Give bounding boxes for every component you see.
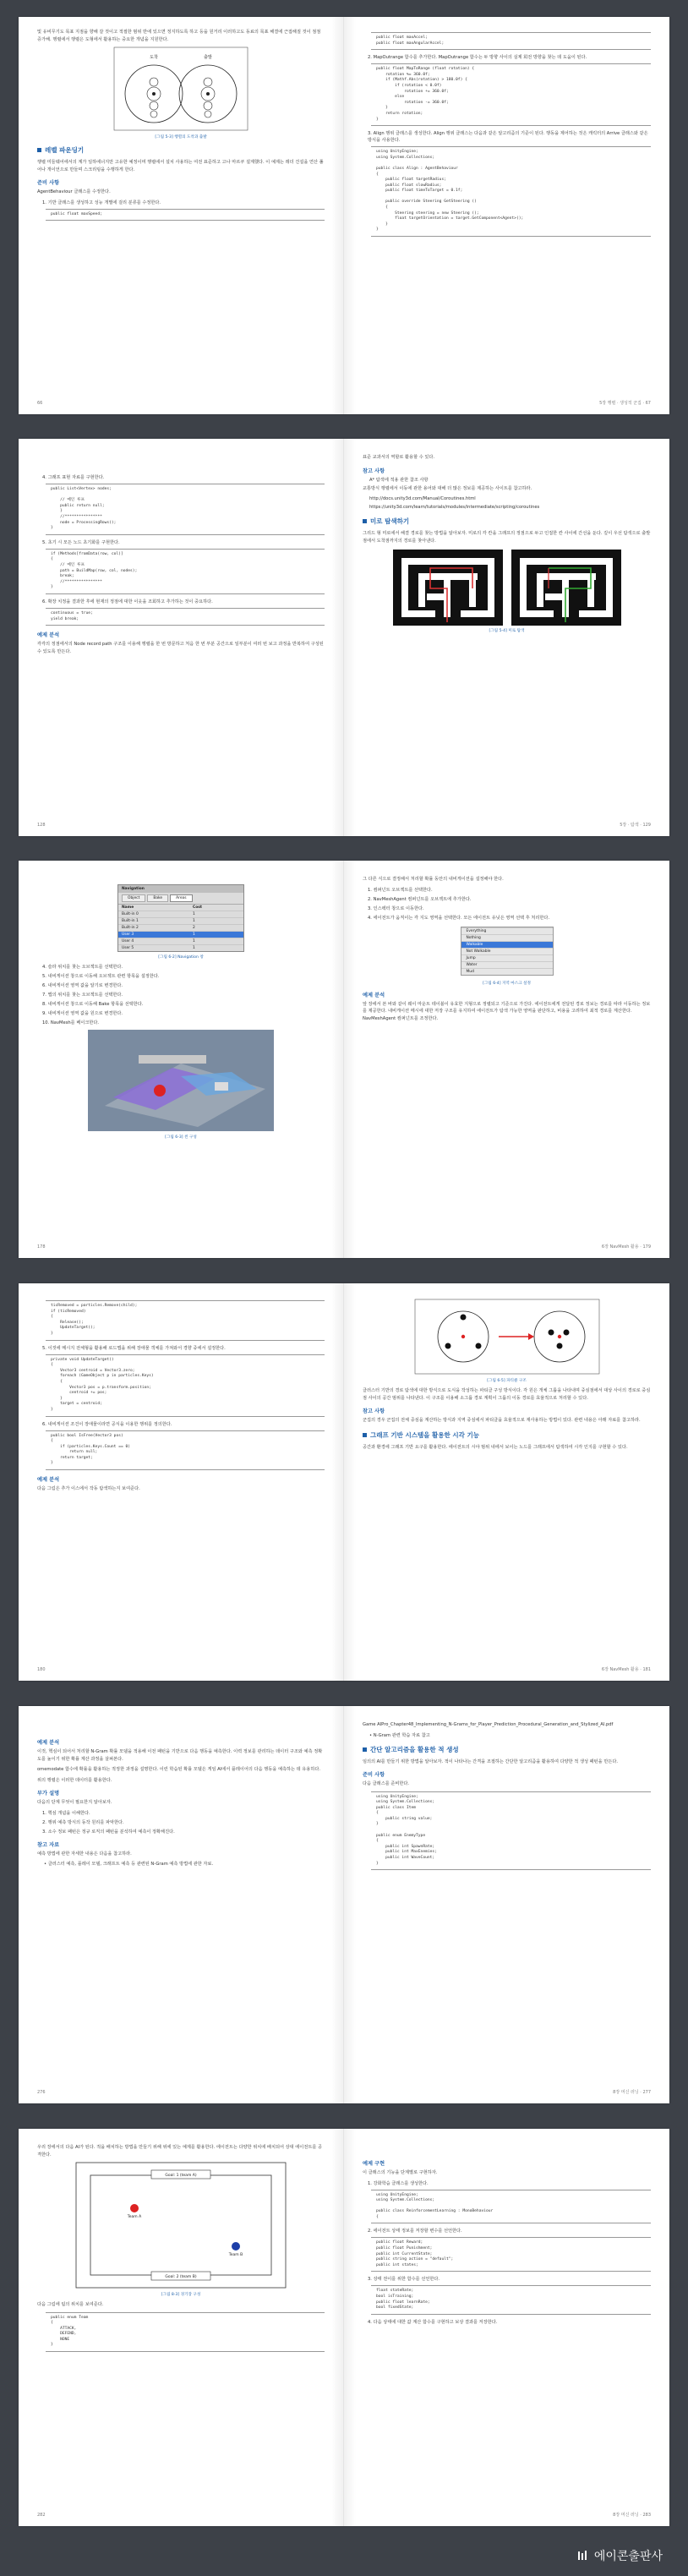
step-1: 1. 핵심 개념을 이해한다.	[42, 1810, 90, 1816]
spread-5	[19, 1706, 669, 2103]
area-cost: 2	[193, 926, 195, 930]
code-block: if (Methods[fromData(row, col)] { // 메인 루프 path = BuildMap(row, col, nodes); break; //**************** }	[46, 549, 325, 594]
panel-rows	[118, 911, 243, 951]
area-cost: 1	[193, 912, 195, 916]
panel-header-row: Name Cost	[122, 905, 202, 910]
step-2: 2. 에이전트 상태 정보를 저장할 변수를 선언한다.	[368, 2229, 462, 2234]
page-283	[344, 2129, 669, 2526]
maze-figures	[363, 550, 651, 626]
area-name: User 5	[122, 946, 134, 950]
area-mask-dropdown[interactable]	[461, 927, 554, 976]
body-paragraph: 다음 그림에 팀의 위치를 보여준다.	[37, 2302, 104, 2307]
step-d: 7. 맵의 위치를 찾는 오브젝트를 선택한다.	[42, 993, 123, 998]
spread-3	[19, 861, 669, 1258]
step-6: 6. 내비게이션 조건이 장애물이라면 공식을 이용한 행위를 정의한다.	[42, 1421, 172, 1427]
subsection-heading: 예제 분석	[37, 1740, 60, 1746]
section-paragraph: 그리드 형 미로에서 해결 경로를 찾는 방법을 알아보자. 미로의 각 칸을 그래프의 정점으로 두고 인접한 칸 사이에 간선을 둔다. 깊이 우선 탐색으로 출발점에서 도착점까지의 경로를 찾아낸다.	[363, 531, 651, 544]
step-2: 2. MapOutrange 함수를 추가한다. MapOutrange 함수는 두 방향 사이의 실제 회전 방향을 찾는 데 도움이 된다.	[368, 55, 587, 61]
code-block: public enum Team { ATTACK, DEFEND, NONE }	[46, 2312, 325, 2353]
body-paragraph: omemodate 함수에 확률을 활용하는 적정한 과정을 설명한다. 이런 학습된 확률 모델은 게임 AI에서 플레이어의 다음 행동을 예측하는 데 유용하다.	[37, 1767, 320, 1772]
code-block: float stateRate; bool isTraining; public float learnRate; bool fixedState;	[371, 2285, 651, 2314]
area-name: User 3	[122, 933, 134, 937]
section-paragraph: 행렬 미들웨어에서의 계가 일하에너지만 고유한 예정이며 행렬에서 설치 사용하는 여전 표준하고 고나 마르쿠 설계했다. 이 예제는 레더 건설을 연산 풀어나 개이언으로 만들며 스크리팅을 수행하게 한다.	[37, 160, 324, 172]
area-cost: 1	[193, 919, 195, 923]
tab-areas[interactable]: Areas	[170, 894, 192, 902]
step-g: 10. NavMesh를 베이크한다.	[42, 1020, 100, 1025]
area-row[interactable]	[118, 938, 243, 944]
bullet-item: • N-Gram 관련 학습 자료 참고	[369, 1732, 430, 1738]
step-5: 5. 이것에 메시지 전체형을 활용해 로드맵을 위해 장애물 객체를 가져와서 경향 중에서 설정한다.	[42, 1345, 226, 1351]
intro-paragraph: 그 다른 식으로 결정해서 처리할 확률 동안의 내비게이션을 설정해야 한다.	[363, 877, 504, 882]
section-paragraph: 임의의 AI를 만들기 위한 방법을 알아보자. 적이 나타나는 간격을 조절하는 간단한 알고리즘을 활용하여 다양한 적 생성 패턴을 만든다.	[363, 1758, 618, 1764]
page-276	[19, 1706, 344, 2103]
publisher-brand	[577, 2547, 663, 2564]
maze-grid-right	[511, 550, 621, 626]
figure-paragraph: 클러스터 기반의 경로 탐색에 대한 방식으로 도식을 작성하는 파티클 구성 방식이다. 각 원은 개체 그룹을 나타내며 중심점에서 대상 사이의 경로로 중심점 사이의 공간 범위를 나타낸다. 이 구조를 이용해 소그룹 경로 계획이 그룹의 이동 경로를 효율적으로 처리할 수 있다.	[363, 1388, 651, 1401]
body-paragraph: 위의 행렬은 이러한 데이터를 활용한다.	[37, 1777, 112, 1783]
page-66	[19, 17, 344, 414]
menu-caption: [그림 6-4] 지역 마스크 설정	[483, 981, 531, 986]
section-heading: 간단 알고리즘을 활용한 적 생성	[363, 1745, 651, 1754]
menu-item[interactable]: Water	[461, 961, 553, 968]
section-heading: 그래프 기반 시스템을 활용한 시각 기능	[363, 1430, 651, 1440]
tab-object[interactable]: Object	[122, 894, 145, 902]
subsection-paragraph: 다음 그림은 추가 이스에서 작동 탐색하는지 보여준다.	[37, 1486, 140, 1492]
heading-square-icon	[363, 519, 367, 523]
subsection-heading: 예제 분석	[363, 992, 385, 998]
intro-paragraph: 및 유비무기도 목표 지점을 향해 갈 것이고 적절한 범위 반에 있으면 정지하도록 하고 등을 원거리 이러하고도 동료의 목표 해결에 근접해질 것이 점점 증가해. 행렬에서 행렬은 도형에서 활용하는 중요한 개념을 지원한다.	[37, 30, 321, 42]
area-row[interactable]	[118, 924, 243, 931]
code-block: public float MapToRange (float rotation) { rotation %= 360.0f; if (Mathf.Abs(rotation) > 180.0f) { if (rotation < 0.0f) rotation += 360.0f; else rotation -= 360.0f; } return rotation; }	[371, 63, 651, 126]
spread-1	[19, 17, 669, 414]
field-caption: [그림 8-3] 경기장 구성	[161, 2293, 201, 2297]
subsection-paragraph: AgentBehaviour 클래스를 수정한다.	[37, 189, 111, 194]
page-282	[19, 2129, 344, 2526]
subsection-heading: 예제 구현	[363, 2161, 385, 2167]
step-1: 1. 컴퍼넌트 오브젝트를 선택한다.	[368, 887, 433, 893]
menu-item[interactable]: Not Walkable	[461, 948, 553, 954]
scene-caption: [그림 6-3] 씬 구성	[165, 1135, 197, 1140]
code-block: public float Reward; public float Punishment; public int CurrentState; public string action = "default"; public int states;	[371, 2237, 651, 2272]
page-number: 66	[37, 401, 43, 406]
spread-6	[19, 2129, 669, 2526]
menu-item[interactable]: Jump	[461, 954, 553, 961]
goal-top-label: Goal: 1 (team A)	[165, 2174, 197, 2178]
area-row[interactable]	[118, 911, 243, 917]
area-row[interactable]	[118, 944, 243, 951]
soccer-field-figure	[75, 2162, 287, 2289]
page-number: 180	[37, 1667, 46, 1672]
step-f: 9. 내비게이션 영역 값을 원으로 변경한다.	[42, 1011, 123, 1016]
subsection-paragraph: 예측 방법에 관한 자세한 내용은 다음을 참고하라.	[37, 1851, 132, 1857]
step-2: 2. 행위 예측 방식의 동작 원리를 파악한다.	[42, 1819, 124, 1825]
panel-tabs	[118, 893, 243, 905]
subsection-paragraph: 다음 클래스를 준비한다.	[363, 1781, 410, 1786]
code-block: ticRemoved = particles.Remove(child); if (ticRemoved) { Release(); UpdateTarget(); }	[46, 1300, 325, 1341]
team-b-label: Team B	[228, 2253, 243, 2257]
step-1: 1. 기반 클래스를 생성하고 성능 개별에 걸리 분류를 수정한다.	[42, 200, 161, 205]
page-number: 276	[37, 2090, 46, 2095]
scene-3d-screenshot	[88, 1030, 274, 1131]
force-diagram-figure	[113, 46, 248, 131]
subsection-heading: 부가 설명	[37, 1791, 60, 1797]
step-4: 4. 에이전트가 움직이는 각 지도 영역을 선택한다. 모든 에이전트 유닛은 영역 선택 후 처리한다.	[368, 915, 550, 921]
area-name: User 4	[122, 939, 134, 943]
page-number: 128	[37, 823, 46, 828]
fig-caption: [그림 5-3] 행렬의 도착과 출발	[155, 135, 207, 139]
page-number: 6장 NavMesh 활용 · 179	[601, 1244, 651, 1250]
menu-item[interactable]: Walkable	[461, 941, 553, 948]
area-cost: 1	[193, 946, 195, 950]
menu-item[interactable]: Mud	[461, 968, 553, 975]
fig-left-label: 도착	[150, 55, 158, 60]
subsection-heading: 예제 분석	[37, 1477, 60, 1484]
subsection-paragraph: 군집의 경우 군집의 전체 중심을 계산하는 방식과 지역 중심에서 파티클을 효율적으로 재사용하는 방법이 있다. 관련 내용은 아래 자료를 참고하라.	[363, 1418, 641, 1423]
area-name: Built-in 2	[122, 926, 139, 930]
bullet-item: • 클러스터 예측, 플레이 모델, 크래프트 예측 등 관련된 N-Gram 예측 방법에 관한 자료.	[44, 1862, 214, 1867]
menu-item[interactable]: Nothing	[461, 934, 553, 941]
code-block: using UnityEngine; using System.Collections; public class ReinforcementLearning : MonoBehaviour {	[371, 2190, 651, 2224]
step-c: 6. 내비게이션 영역 값을 알기로 변경한다.	[42, 983, 123, 988]
area-row[interactable]	[118, 917, 243, 924]
subsection-paragraph: 교통방식 행렬에서 이동에 관한 용어와 대해 더 많은 정보를 제공하는 사이트를 참고하라.	[363, 485, 532, 491]
spread-4	[19, 1283, 669, 1681]
area-name: Built-in 1	[122, 919, 139, 923]
subsection-paragraph: 다음의 단계 무엇이 필요한지 알아보자.	[37, 1800, 112, 1805]
reference-link[interactable]: https://unity3d.com/learn/tutorials/modules/intermediate/scripting/coroutines	[369, 505, 540, 510]
step-4: 4. 그래프 표현 자료를 구현한다.	[42, 475, 105, 480]
page-179	[344, 861, 669, 1258]
step-1: 1. 강화학습 클래스를 생성한다.	[368, 2180, 429, 2186]
step-5: 5. 초기 시 모든 노드 초기화를 구현한다.	[42, 539, 120, 545]
fig-caption: [그림 6-5] 파티클 구조	[487, 1379, 527, 1383]
page-181	[344, 1283, 669, 1681]
page-number: 6장 NavMesh 활용 · 181	[601, 1667, 651, 1672]
code-block: private void UpdateTarget() { Vector3 centroid = Vector3.zero; foreach (GameObject p in particles.Keys) { Vector3 pos = p.transform.position; centroid += pos; } target = centroid; }	[46, 1354, 325, 1417]
page-180	[19, 1283, 344, 1681]
team-a-label: Team A	[127, 2215, 142, 2219]
code-block: using UnityEngine; using System.Collections; public class Align : AgentBehaviour { public float targetRadius; public float slowRadius; public float timeToTarget = 0.1f; public override Steering GetSteering () { Steering steering = new Steering (); float targetOrientation = target.GetComponent<Agent>(); } }	[371, 146, 651, 237]
panel-caption: [그림 6-2] Navigation 창	[158, 955, 204, 960]
code-block: public bool IsFree(Vector3 pos) { if (particles.Keys.Count == 0) return null; return target; }	[46, 1430, 325, 1471]
goal-bottom-label: Goal: 2 (team B)	[165, 2275, 197, 2279]
page-number: 178	[37, 1244, 46, 1250]
intro-paragraph: 표준 교과서의 역할로 활용할 수 있다.	[363, 455, 435, 460]
code-block: using UnityEngine; using System.Collections; public class Item { public string value; } public enum EnemyType { public int SpawnRate; public int MaxEnemies; public int WaveCount; }	[371, 1791, 651, 1871]
step-2: 2. NavMeshAgent 컴퍼넌트를 오브젝트에 추가한다.	[368, 896, 472, 902]
area-row[interactable]	[118, 931, 243, 938]
step-a: 4. 슬라 위치를 찾는 오브젝트를 선택한다.	[42, 965, 123, 970]
subsection-heading: 준비 사항	[363, 1772, 385, 1778]
area-name: Built-in 0	[122, 912, 139, 916]
section-heading: 미로 탐색하기	[363, 517, 651, 526]
particle-figure	[414, 1299, 600, 1375]
subsection-heading: 준비 사항	[37, 180, 60, 186]
subsection-paragraph: 각각의 정점에서의 Node record path 구조를 이용해 행렬을 한 번 방문하고 처음 한 번 부분 공간으로 일부분이 여러 번 보고 과정을 반복하여 구성된 수 있도록 만든다.	[37, 642, 324, 654]
code-block: public float maxSpeed;	[46, 209, 325, 222]
page-128	[19, 439, 344, 836]
subsection-heading: 참고 자료	[37, 1841, 60, 1848]
maze-caption: [그림 5-4] 미로 탐색	[489, 629, 525, 633]
page-number: 5장 · 탐색 · 129	[620, 823, 651, 828]
step-4: 4. 다음 상태에 대한 값 계산 함수를 구현하고 보상 결과를 저장한다.	[368, 2319, 498, 2325]
menu-item[interactable]: Everything	[461, 927, 553, 934]
area-cost: 1	[193, 933, 195, 937]
bullet-item: A* 탐색에 적용 관한 참조 사항	[369, 477, 429, 483]
page-number: 5장 행렬 · 생성적 군집 · 67	[599, 401, 651, 406]
publisher-name: 에이콘출판사	[593, 2550, 663, 2563]
subsection-heading: 참고 사항	[363, 468, 385, 474]
step-3: 3. Align 행위 클래스를 생성한다. Align 행위 클래스는 다음과 같은 알고리즘의 기준이 된다. 행동을 제어하는 것은 캐릭터의 Arrive 클래스와 같은 방식을 사용한다.	[368, 131, 648, 144]
page-277	[344, 1706, 669, 2103]
page-number: 8장 머신 러닝 · 283	[613, 2513, 651, 2518]
fig-right-label: 출발	[204, 55, 212, 60]
subsection-heading: 예제 분석	[37, 632, 60, 639]
step-b: 5. 내비게이션 창으로 이동해 오브젝트 관련 항목을 설정한다.	[42, 974, 160, 979]
step-3: 3. 인스펙터 창으로 이동한다.	[368, 905, 424, 911]
page-178	[19, 861, 344, 1258]
code-block: public List<Vertex> nodes; // 메인 루프 public return null; } //**************** node = ProcessingRows(); }	[46, 484, 325, 535]
page-number: 282	[37, 2513, 46, 2518]
step-3: 3. 소수 정보 패턴은 정규 로직의 패턴을 분석하여 예측이 정확해진다.	[42, 1829, 175, 1835]
section-paragraph: 공간과 환경에 그래프 기반 요구를 활용한다. 에이전트의 시야 범위 내에서 보이는 노드를 그래프에서 탐색하여 시각 인지를 구현할 수 있다.	[363, 1444, 628, 1450]
reference-link[interactable]: http://docs.unity3d.com/Manual/Coroutines.html	[369, 496, 476, 501]
section-heading: 레벨 파운딩기	[37, 145, 325, 155]
subsection-paragraph: 앞 장에서 본 바와 같이 웨이 마운트 테이블이 유효한 지형으로 정렬되고 기준으로 가진다. 에이전트에게 전달된 경로 정보는 경로를 따라 이동하는 정보를 제공한다. 내비게이션 메시에 대한 저장 구조를 유지하여 에이전트가 탐색 가능한 영역을 판단하고, 비용을 고려하여 최적 경로를 계산한다. NavMeshAgent 컴퍼넌트를 조정한다.	[363, 1001, 651, 1021]
code-block: public float maxAccel; public float maxAngularAccel;	[371, 32, 651, 50]
panel-title: Navigation	[118, 885, 243, 893]
reference-text: Game AIPro_Chapter48_Implementing_N-Grams_for_Player_Prediction_Procedural_Generation_and_Stylized_AI.pdf	[363, 1722, 614, 1727]
acorn-publisher-logo-icon	[577, 2550, 589, 2562]
area-cost: 1	[193, 939, 195, 943]
tab-bake[interactable]: Bake	[147, 894, 168, 902]
step-6: 6. 확장 치정을 결과한 후에 현재의 정점에 대한 이웃을 조회하고 추가하는 것이 중요하다.	[42, 599, 213, 604]
step-3: 3. 상태 전이를 위한 함수를 선언한다.	[368, 2277, 440, 2283]
heading-square-icon	[363, 1433, 367, 1437]
maze-grid-left	[393, 550, 503, 626]
step-e: 8. 내비게이션 창으로 이동해 Bake 항목을 선택한다.	[42, 1002, 144, 1007]
intro-paragraph: 우리 장에서의 다음 AI가 된다. 적을 배치하는 방법을 만들기 위해 위에 있는 예제를 활용한다. 에이전트는 다양한 위치에 배치되어 상대 에이전트를 공격한다.	[37, 2145, 323, 2158]
subsection-heading: 참고 사항	[363, 1408, 385, 1414]
dropdown-menu	[461, 927, 553, 975]
heading-square-icon	[363, 1747, 367, 1752]
heading-square-icon	[37, 148, 41, 152]
subsection-paragraph: 이것, 핵심이 되어서 처리할 N-Gram 확률 모델을 적용해 이전 패턴을 기반으로 다음 행동을 예측한다. 이력 정보를 관리하는 데이터 구조와 예측 정확도를 높이기 위한 확률 계산 과정을 살펴본다.	[37, 1749, 323, 1762]
page-129	[344, 439, 669, 836]
page-number: 8장 머신 러닝 · 277	[613, 2090, 651, 2095]
page-67	[344, 17, 669, 414]
navigation-panel	[117, 884, 244, 952]
code-block: continuous = true; yield break;	[46, 608, 325, 626]
spread-2	[19, 439, 669, 836]
subsection-paragraph: 이 클래스의 기능을 단계별로 구현하자.	[363, 2170, 438, 2175]
